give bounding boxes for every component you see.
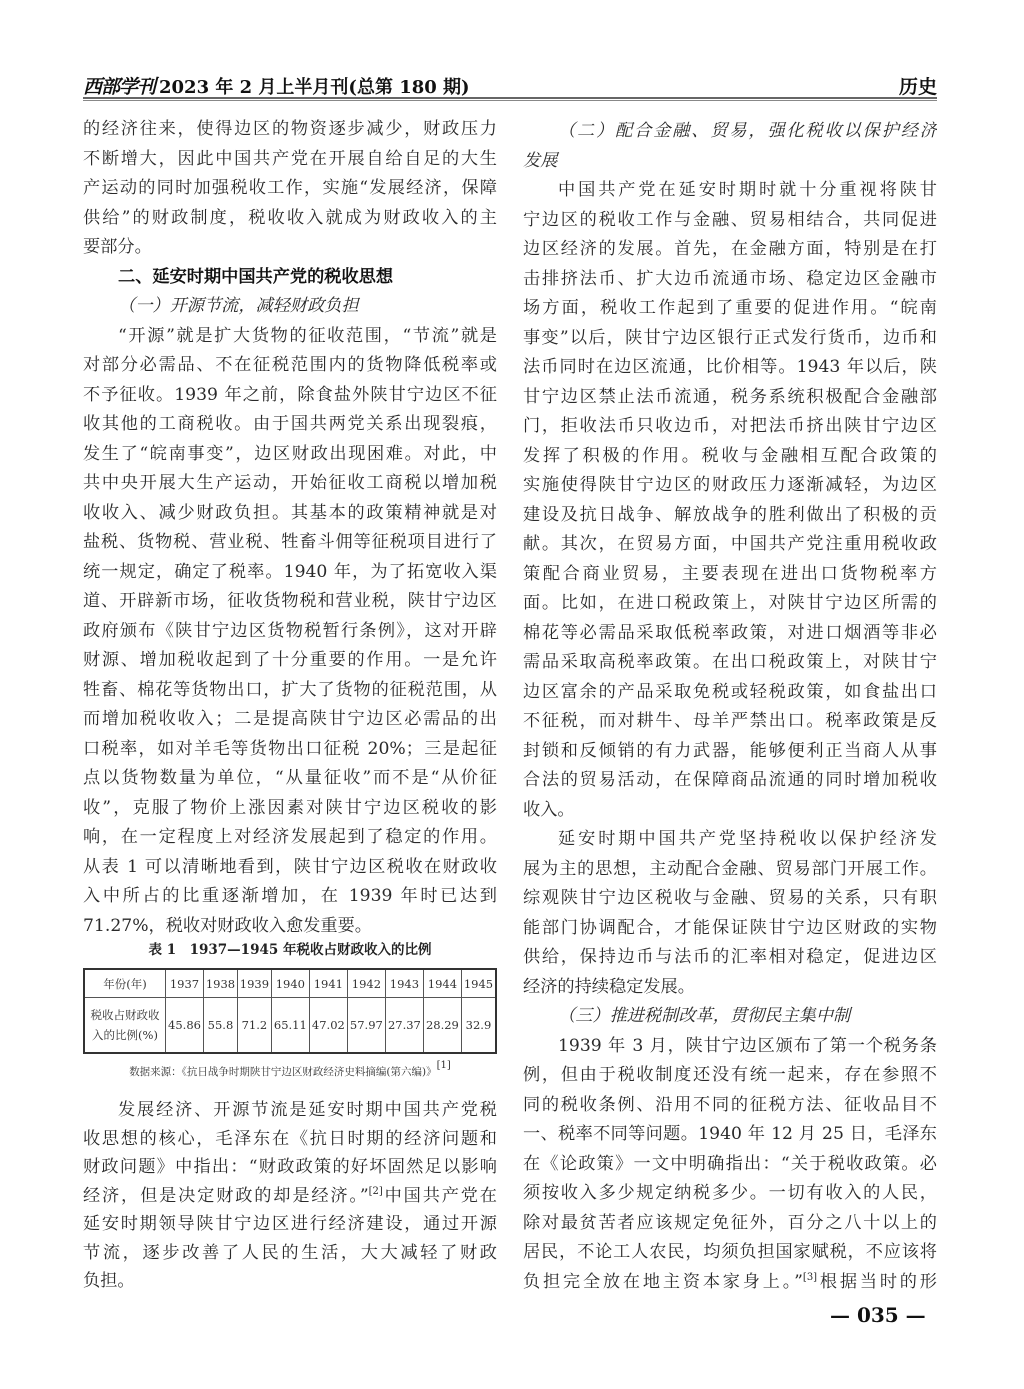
ratio-cell: 71.2 (237, 998, 271, 1054)
ratio-cell: 32.9 (461, 998, 496, 1054)
text-line: 响，在一定程度上对经济发展起到了稳定的作用。 (83, 827, 497, 847)
text-line: 供给，保持边币与法币的汇率相对稳定，促进边区 (523, 947, 937, 967)
text-line: 收入。 (523, 799, 575, 820)
text-line: 面。比如，在进口税政策上，对陕甘宁边区所需的 (523, 593, 937, 613)
year-cell: 1938 (204, 969, 238, 998)
text-line: 同的税收条例、沿用不同的征税方法、征收品目不 (523, 1094, 937, 1115)
text-line: 供给”的财政制度，税收收入就成为财政收入的主 (83, 207, 497, 228)
text-line: 延安时期领导陕甘宁边区进行经济建设，通过开源 (83, 1214, 497, 1234)
text-line: 事变”以后，陕甘宁边区银行正式发行货币，边币和 (523, 327, 937, 348)
text-line: （三）推进税制改革，贯彻民主集中制 (558, 1006, 851, 1026)
ratio-cell: 65.11 (271, 998, 309, 1054)
text-line (83, 1182, 497, 1211)
text-line: 实施使得陕甘宁边区的财政压力逐渐减轻，为边区 (523, 475, 937, 495)
text-line: 政府颁布《陕甘宁边区货物税暂行条例》，这对开辟 (83, 620, 497, 641)
paragraph (83, 1096, 497, 1296)
row-header-ratio: 税收占财政收入的比例(%) (84, 998, 166, 1054)
text-line: 盐税、货物税、营业税、牲畜斗佣等征税项目进行了 (83, 532, 497, 552)
text-line: 边区经济的发展。首先，在金融方面，特别是在打 (523, 239, 937, 259)
row-header-year: 年份(年) (84, 969, 166, 998)
source-citation: [1] (436, 1060, 451, 1071)
paragraph (83, 115, 497, 263)
text-line: 综观陕甘宁边区税收与金融、贸易的关系，只有职 (523, 888, 937, 908)
text-line: 收”，克服了物价上涨因素对陕甘宁边区税收的影 (83, 797, 497, 818)
ratio-cell: 57.97 (347, 998, 385, 1054)
text-line: 收收入、减少财政负担。其基本的政策精神就是对 (83, 502, 497, 523)
text-line: 对部分必需品、不在征税范围内的货物降低税率或 (83, 355, 497, 375)
text-line: 发展经济、开源节流是延安时期中国共产党税 (118, 1100, 497, 1120)
paragraph (523, 1032, 937, 1298)
text-line: 例，但由于税收制度还没有统一起来，存在参照不 (523, 1065, 937, 1085)
text-line: 财源、增加税收起到了十分重要的作用。一是允许 (83, 650, 497, 670)
text-segment: 负担完全放在地主资本家身上。” (523, 1271, 803, 1292)
text-line: 入中所占的比重逐渐增加，在 1939 年时已达到 (83, 886, 497, 906)
text-line: 法币同时在边区流通，比价相等。1943 年以后，陕 (523, 357, 937, 377)
ratio-cell: 45.86 (166, 998, 204, 1054)
table-row-years (84, 969, 496, 998)
text-line: 而增加税收收入；二是提高陕甘宁边区必需品的出 (83, 709, 497, 729)
text-line: 收思想的核心，毛泽东在《抗日时期的经济问题和 (83, 1128, 497, 1149)
header-rule (83, 97, 937, 101)
text-line: 建设及抗日战争、解放战争的胜利做出了积极的贡 (523, 504, 937, 525)
text-segment: 中国共产党在 (382, 1185, 497, 1206)
text-segment: 根据当时的形 (817, 1271, 937, 1292)
ratio-cell: 47.02 (309, 998, 347, 1054)
text-line: 中国共产党在延安时期时就十分重视将陕甘 (558, 180, 937, 200)
text-line: （一）开源节流，减轻财政负担 (118, 296, 359, 316)
source-text: 数据来源：《抗日战争时期陕甘宁边区财政经济史料摘编(第六编)》 (129, 1066, 437, 1078)
text-line: 策配合商业贸易，主要表现在进出口货物税率方 (523, 563, 937, 584)
table-source-note (83, 1060, 497, 1079)
subsection-heading (523, 117, 937, 176)
left-column-top (83, 115, 497, 941)
text-line: 展为主的思想，主动配合金融、贸易部门开展工作。 (523, 858, 937, 879)
text-line: 居民，不论工人农民，均须负担国家赋税，不应该将 (523, 1242, 937, 1262)
text-line: 口税率，如对羊毛等货物出口征税 20%；三是起征 (83, 738, 497, 759)
ratio-cell: 55.8 (204, 998, 238, 1054)
citation-ref: [3] (802, 1271, 818, 1283)
text-line: 场方面，税收工作起到了重要的促进作用。“皖南 (523, 298, 937, 318)
text-line: 财政问题》中指出：“财政政策的好坏固然足以影响 (83, 1157, 497, 1177)
text-line (523, 1268, 937, 1298)
text-line: 收其他的工商税收。由于国共两党关系出现裂痕， (83, 414, 497, 434)
left-column-bottom (83, 1096, 497, 1296)
text-line: 1939 年 3 月，陕甘宁边区颁布了第一个税务条 (558, 1035, 937, 1056)
year-cell: 1939 (237, 969, 271, 998)
text-line: 不予征收。1939 年之前，除食盐外陕甘宁边区不征 (83, 384, 497, 405)
section-title: 历史 (898, 76, 937, 98)
text-line: 延安时期中国共产党坚持税收以保护经济发 (558, 829, 937, 849)
text-line: 发生了“皖南事变”，边区财政出现困难。对此，中 (83, 443, 497, 464)
year-cell: 1941 (309, 969, 347, 998)
text-line: 除对最贫苦者应该规定免征外，百分之八十以上的 (523, 1212, 937, 1233)
page-number: — 035 — (830, 1303, 926, 1327)
text-line: （二）配合金融、贸易，强化税收以保护经济 (558, 121, 937, 141)
journal-logo: 西部学刊 (83, 76, 156, 98)
tax-ratio-table (83, 968, 497, 1054)
text-line: 点以货物数量为单位，“从量征收”而不是“从价征 (83, 768, 497, 788)
text-line: 击排挤法币、扩大边币流通市场、稳定边区金融市 (523, 268, 937, 289)
text-line: 在《论政策》一文中明确指出：“关于税收政策。必 (523, 1153, 937, 1174)
text-line: 的经济往来，使得边区的物资逐步减少，财政压力 (83, 119, 497, 139)
year-cell: 1943 (385, 969, 423, 998)
text-segment: 经济，但是决定财政的却是经济。” (83, 1185, 369, 1206)
text-line: 边区富余的产品采取免税或轻税政策，如食盐出口 (523, 681, 937, 702)
text-line: 牲畜、棉花等货物出口，扩大了货物的征税范围，从 (83, 679, 497, 700)
text-line: 门，拒收法币只收边币，对把法币挤出陕甘宁边区 (523, 416, 937, 436)
table-row-ratios (84, 998, 496, 1054)
text-line: 棉花等必需品采取低税率政策，对进口烟酒等非必 (523, 622, 937, 643)
text-line: 不断增大，因此中国共产党在开展自给自足的大生 (83, 148, 497, 169)
text-line: 献。其次，在贸易方面，中国共产党注重用税收政 (523, 534, 937, 554)
year-cell: 1940 (271, 969, 309, 998)
text-line: 二、延安时期中国共产党的税收思想 (118, 266, 394, 287)
year-cell: 1945 (461, 969, 496, 998)
paragraph (83, 322, 497, 942)
ratio-cell: 28.29 (423, 998, 461, 1054)
ratio-cell: 27.37 (385, 998, 423, 1054)
text-line: 从表 1 可以清晰地看到，陕甘宁边区税收在财政收 (83, 856, 497, 877)
year-cell: 1942 (347, 969, 385, 998)
text-line: 共中央开展大生产运动，开始征收工商税以增加税 (83, 473, 497, 493)
paragraph (523, 825, 937, 1002)
running-header (83, 72, 937, 96)
text-line: 需品采取高税率政策。在出口税政策上，对陕甘宁 (523, 652, 937, 672)
year-cell: 1944 (423, 969, 461, 998)
issue-info: 2023 年 2 月上半月刊(总第 180 期) (159, 77, 470, 98)
text-line: 封锁和反倾销的有力武器，能够便利正当商人从事 (523, 740, 937, 761)
subsection-heading (83, 292, 497, 322)
section-heading (83, 263, 497, 293)
text-line: 统一规定，确定了税率。1940 年，为了拓宽收入渠 (83, 561, 497, 582)
subsection-heading (523, 1002, 937, 1032)
text-line: “开源”就是扩大货物的征收范围，“节流”就是 (118, 325, 497, 346)
text-line: 合法的贸易活动，在保障商品流通的同时增加税收 (523, 770, 937, 790)
text-line: 发展 (523, 150, 558, 171)
text-line: 宁边区的税收工作与金融、贸易相结合，共同促进 (523, 209, 937, 230)
text-line: 一、税率不同等问题。1940 年 12 月 25 日，毛泽东 (523, 1124, 937, 1144)
text-line: 节流，逐步改善了人民的生活，大大减轻了财政 (83, 1242, 497, 1263)
text-line: 道、开辟新市场，征收货物税和营业税，陕甘宁边区 (83, 591, 497, 611)
year-cell: 1937 (166, 969, 204, 998)
text-line: 产运动的同时加强税收工作，实施“发展经济，保障 (83, 178, 497, 198)
table-caption: 表 1 1937—1945 年税收占财政收入的比例 (148, 942, 432, 958)
citation-ref: [2] (368, 1185, 383, 1197)
text-line: 不征税，而对耕牛、母羊严禁出口。税率政策是反 (523, 711, 937, 731)
text-line: 甘宁边区禁止法币流通，税务系统积极配合金融部 (523, 386, 937, 407)
text-line: 负担。 (83, 1271, 135, 1291)
paragraph (523, 176, 937, 825)
text-line: 发挥了积极的作用。税收与金融相互配合政策的 (523, 445, 937, 466)
text-line: 要部分。 (83, 237, 152, 257)
text-line: 71.27%，税收对财政收入愈发重要。 (83, 915, 372, 936)
text-line: 经济的持续稳定发展。 (523, 976, 695, 997)
text-line: 能部门协调配合，才能保证陕甘宁边区财政的实物 (523, 917, 937, 938)
text-line: 须按收入多少规定纳税多少。一切有收入的人民， (523, 1183, 937, 1203)
right-column (523, 117, 937, 1297)
